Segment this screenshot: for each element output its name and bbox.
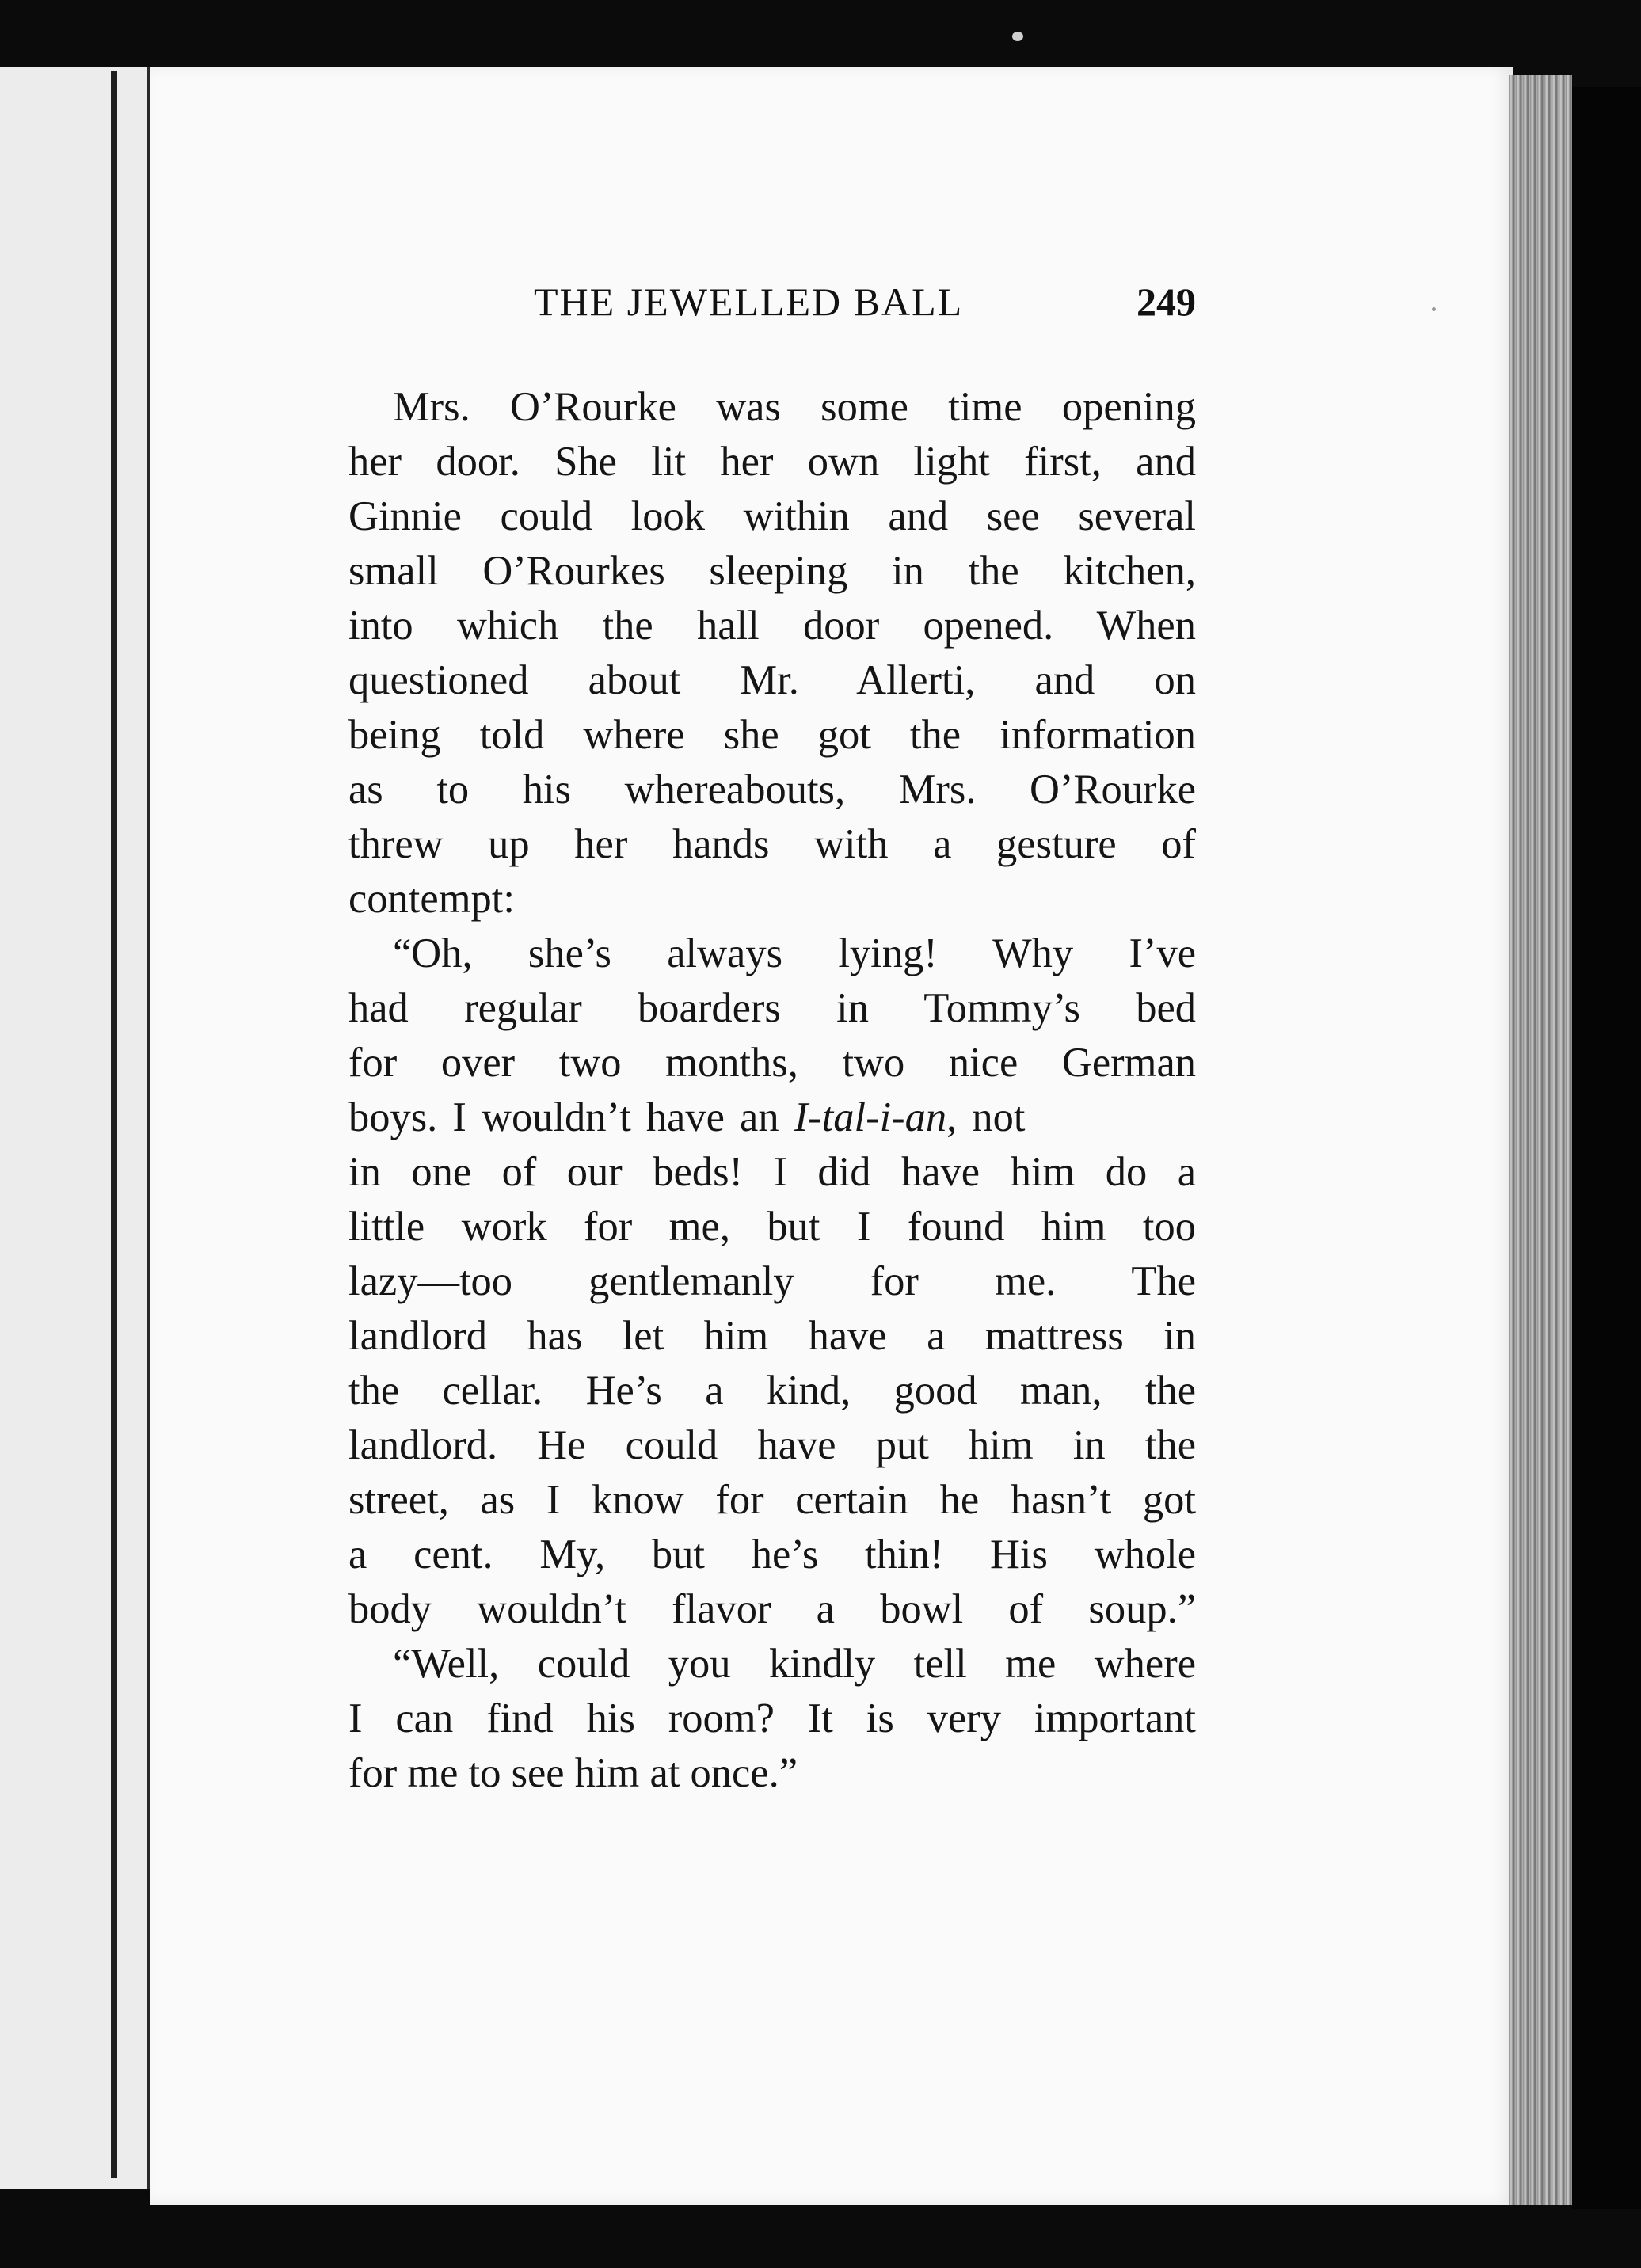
text-line: little work for me, but I found him too [348, 1204, 1196, 1250]
text-line: landlord has let him have a mattress in [348, 1313, 1196, 1359]
page-number: 249 [1137, 280, 1196, 324]
text-line: street, as I know for certain he hasn’t got [348, 1477, 1196, 1523]
text-line: for me to see him at once.” [348, 1750, 798, 1796]
text-line: lazy—too gentlemanly for me. The [348, 1258, 1196, 1304]
text-line: Ginnie could look within and see several [348, 493, 1196, 539]
running-title: THE JEWELLED BALL [534, 280, 964, 324]
running-head [350, 279, 1196, 342]
text-line: small O’Rourkes sleeping in the kitchen, [348, 548, 1196, 594]
dust-speck [1012, 32, 1023, 41]
italic-word: I-tal-i-an [794, 1094, 947, 1140]
text-line: questioned about Mr. Allerti, and on [348, 657, 1196, 703]
text-line: “Well, could you kindly tell me where [393, 1641, 1196, 1687]
text-line: as to his whereabouts, Mrs. O’Rourke [348, 767, 1196, 812]
text-line: Mrs. O’Rourke was some time opening [393, 384, 1196, 430]
text-line: her door. She lit her own light first, and [348, 439, 1196, 485]
dust-speck [1432, 307, 1436, 311]
text-line: body wouldn’t flavor a bowl of soup.” [348, 1586, 1196, 1632]
text-segment: , not [946, 1094, 1026, 1140]
text-line: contempt: [348, 876, 515, 922]
text-line: had regular boarders in Tommy’s bed [348, 985, 1196, 1031]
text-line: in one of our beds! I did have him do a [348, 1149, 1196, 1195]
left-facing-page [0, 67, 152, 2189]
text-line: landlord. He could have put him in the [348, 1422, 1196, 1468]
body-text [348, 380, 1196, 1801]
page-edges [1509, 75, 1572, 2205]
book-gutter [111, 71, 117, 2178]
text-line: into which the hall door opened. When [348, 603, 1196, 649]
text-line: the cellar. He’s a kind, good man, the [348, 1368, 1196, 1414]
text-line-mixed [348, 1090, 1196, 1145]
background-edge [1572, 87, 1641, 2209]
text-segment: boys. I wouldn’t have an [348, 1094, 794, 1140]
text-line: a cent. My, but he’s thin! His whole [348, 1532, 1196, 1577]
text-line: “Oh, she’s always lying! Why I’ve [393, 930, 1196, 976]
text-line: threw up her hands with a gesture of [348, 821, 1196, 867]
text-line: being told where she got the information [348, 712, 1196, 758]
text-line: for over two months, two nice German [348, 1040, 1196, 1086]
text-line: I can find his room? It is very important [348, 1695, 1196, 1741]
